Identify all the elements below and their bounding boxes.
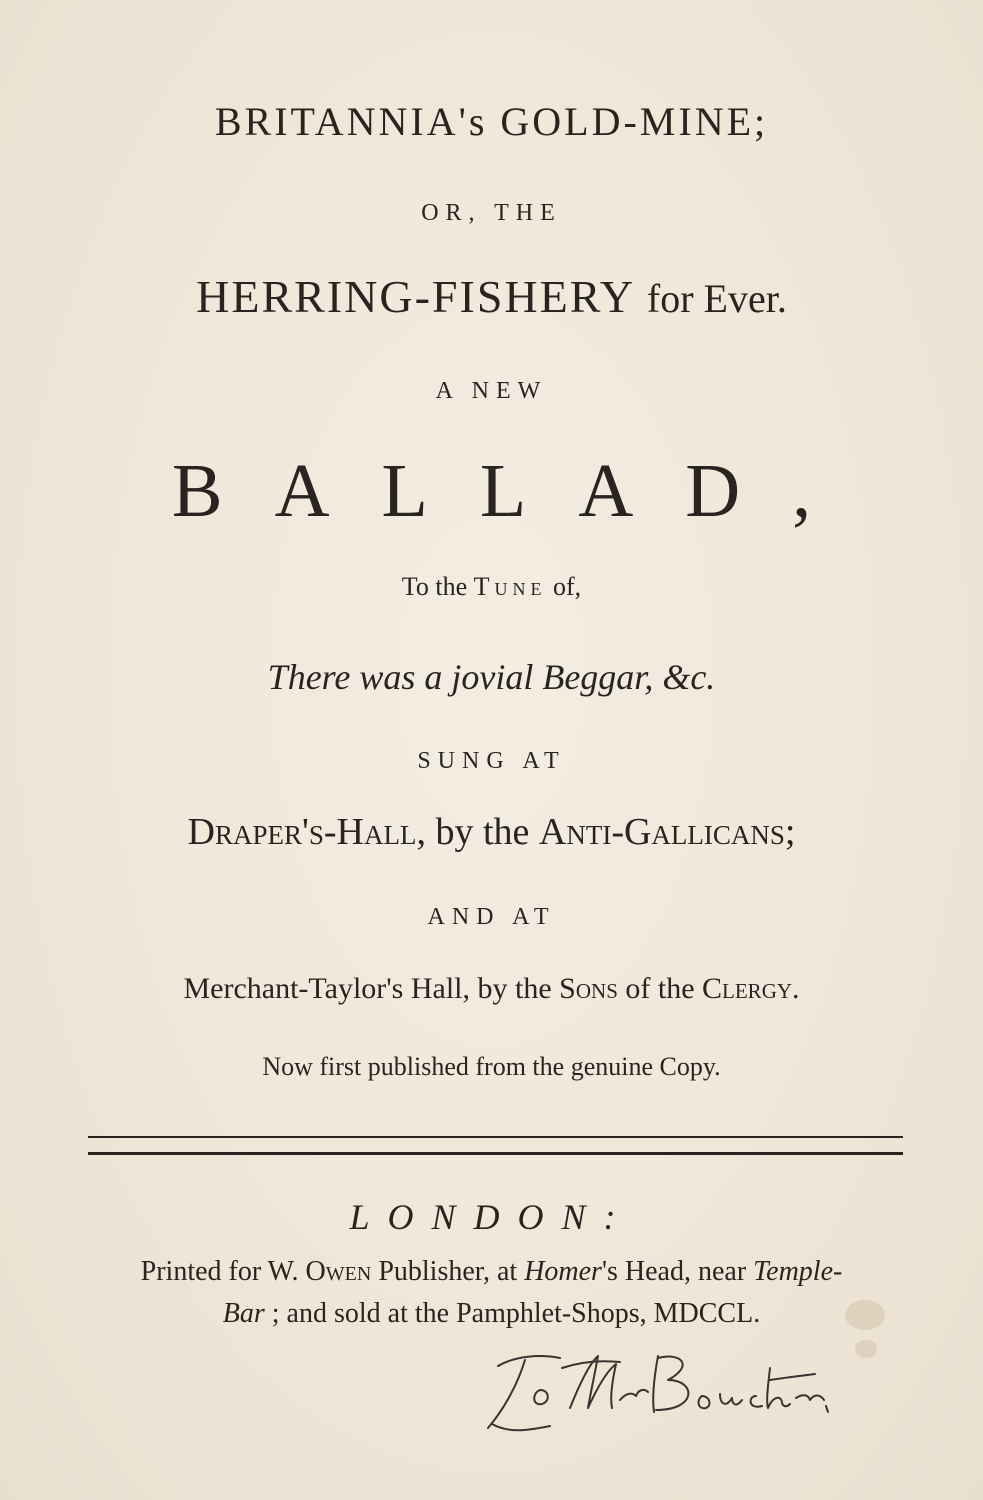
venue-2-sons: Sons [559, 972, 618, 1005]
publication-note: Now first published from the genuine Copy. [262, 1052, 721, 1081]
title-line-3 [0, 270, 983, 323]
venue-1-society: Anti-Gallicans; [538, 811, 796, 853]
imprint-homer: Homer [524, 1256, 602, 1287]
imprint-head-near: 's Head, near [601, 1256, 747, 1287]
venue-1 [0, 810, 983, 854]
foxing-spot [855, 1340, 877, 1358]
imprint-line-2 [0, 1298, 983, 1330]
imprint-year: MDCCL. [653, 1298, 761, 1329]
imprint-bar: Bar [222, 1298, 265, 1329]
venue-2-clergy: Clergy. [702, 972, 800, 1005]
imprint-owen: Owen [305, 1256, 372, 1287]
subtitle-ballad: BALLAD, [171, 449, 864, 533]
venue-1-hall: Draper's-Hall, [187, 811, 426, 853]
tune-word: Tune [473, 572, 547, 601]
title-line-1: BRITANNIA's GOLD-MINE; [214, 99, 769, 144]
title-herring-fishery: HERRING-FISHERY [196, 271, 634, 322]
tune-pre: To the [401, 572, 468, 601]
subtitle-a-new: A NEW [435, 378, 548, 404]
imprint-line-1 [0, 1256, 983, 1288]
divider-rule-thin [88, 1136, 903, 1138]
title-for-ever: for Ever. [646, 276, 787, 321]
venue-2-hall: Merchant-Taylor's Hall, by the [183, 972, 552, 1005]
imprint-sold-at: ; and sold at the Pamphlet-Shops, [271, 1298, 647, 1329]
handwritten-signature [470, 1338, 840, 1438]
and-at: AND AT [427, 904, 556, 930]
divider-rule-thick [88, 1152, 903, 1155]
venue-1-by: by the [435, 811, 530, 853]
imprint-publisher-at: Publisher, at [378, 1256, 518, 1287]
tune-post: of, [553, 572, 582, 601]
imprint-temple: Temple- [753, 1256, 843, 1287]
venue-2-of-the: of the [625, 972, 695, 1005]
tune-name: There was a jovial Beggar, &c. [267, 657, 716, 697]
sung-at: SUNG AT [417, 748, 566, 774]
imprint-city: LONDON: [349, 1197, 634, 1237]
title-line-2: OR, THE [421, 200, 562, 226]
imprint-printed-for: Printed for W. [140, 1256, 299, 1287]
tune-line [0, 572, 983, 602]
venue-2 [0, 972, 983, 1006]
